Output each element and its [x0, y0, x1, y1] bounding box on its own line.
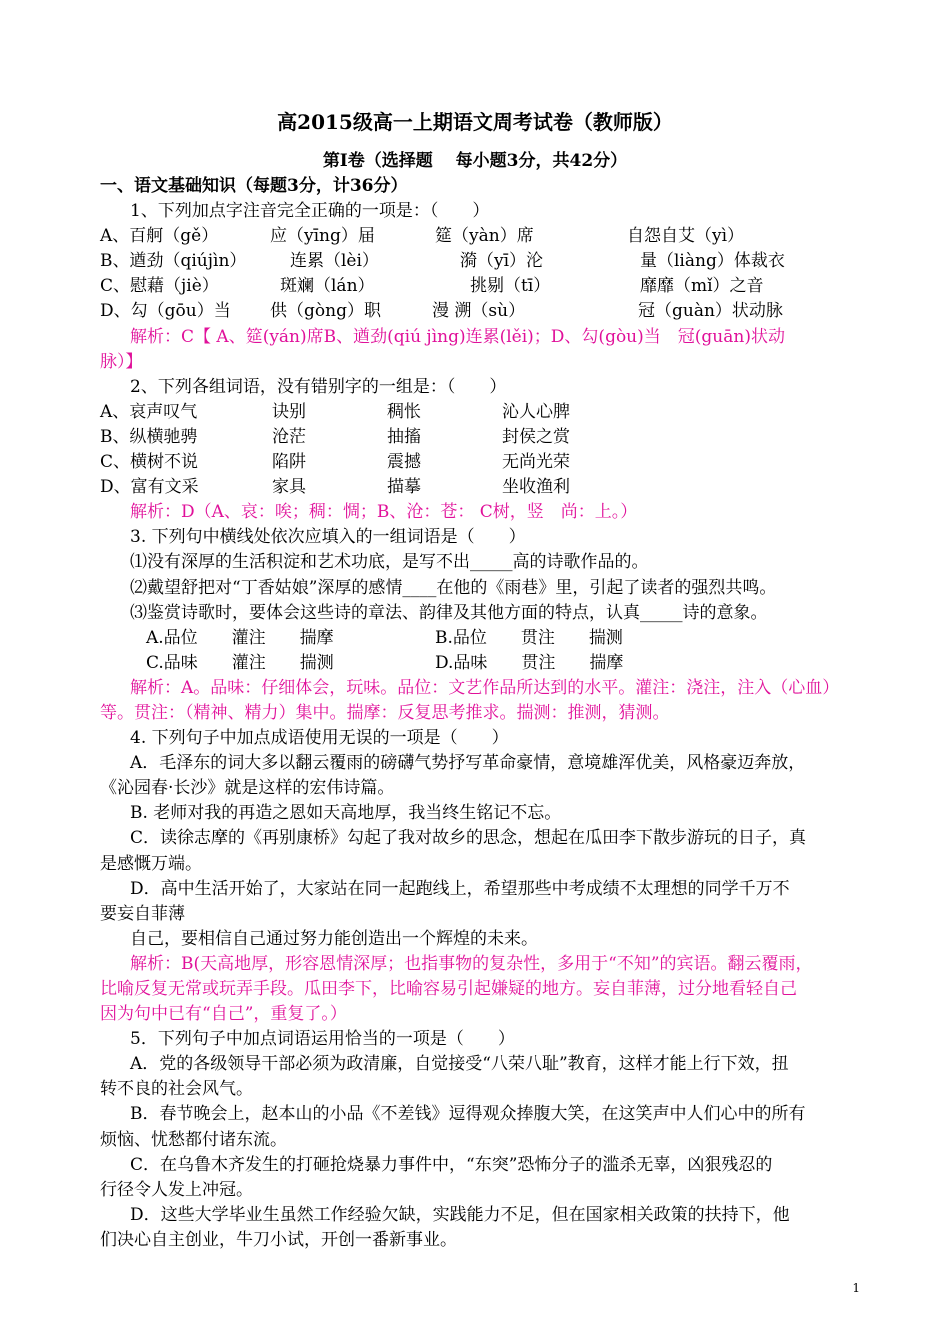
- question-2-option-b: [100, 425, 870, 450]
- question-4-option-c: C．读徐志摩的《再别康桥》勾起了我对故乡的思念，想起在瓜田李下散步游玩的日子，真: [130, 828, 807, 849]
- question-4-answer-cont2: 因为句中已有“自己”，重复了。）: [100, 1004, 347, 1025]
- question-3-sentence-2: ⑵戴望舒把对“丁香姑娘”深厚的感情____在他的《雨巷》里，引起了读者的强烈共鸣。: [130, 577, 777, 598]
- option-cell: B、遒劲（qiújìn）: [100, 251, 247, 272]
- option-cell: 坐收渔利: [502, 477, 570, 498]
- question-4-option-c-cont: 是感慨万端。: [100, 853, 202, 874]
- question-4-answer-cont: 比喻反复无常或玩弄手段。瓜田李下，比喻容易引起嫌疑的地方。妄自菲薄，过分地看轻自己: [100, 979, 797, 999]
- page-title: 高2015级高一上期语文周考试卷（教师版）: [277, 110, 673, 134]
- question-2-answer: 解析：D（A、哀：唉；稠：惆；B、沧：苍： C树，竖 尚：上。）: [130, 502, 638, 523]
- option-cell: 陷阱: [272, 452, 306, 473]
- question-4-option-d-cont: 要妄自菲薄: [100, 903, 185, 924]
- option-cell: 挑剔（tī）: [470, 276, 551, 297]
- option-cell: A、哀声叹气: [100, 401, 198, 422]
- option-cell: C、慰藉（jiè）: [100, 276, 219, 297]
- option-cell: 沁人心脾: [502, 401, 570, 422]
- question-5-option-c: C．在乌鲁木齐发生的打砸抢烧暴力事件中，“东突”恐怖分子的滥杀无辜，凶狠残忍的: [130, 1154, 773, 1175]
- question-1-option-c: [100, 274, 870, 299]
- option-cell: 筵（yàn）席: [435, 226, 534, 247]
- question-5-option-b-cont: 烦恼、忧愁都付诸东流。: [100, 1129, 287, 1150]
- question-5-option-a-cont: 转不良的社会风气。: [100, 1079, 253, 1100]
- option-cell: 自怨自艾（yì）: [627, 226, 745, 247]
- exam-content: [100, 174, 870, 1253]
- option-cell: 应（yīng）届: [270, 226, 375, 247]
- option-cell: A、百舸（gě）: [100, 226, 219, 247]
- question-5-stem: 5．下列句子中加点词语运用恰当的一项是（ ）: [130, 1029, 515, 1050]
- question-4-option-b: B. 老师对我的再造之恩如天高地厚，我当终生铭记不忘。: [130, 803, 562, 824]
- question-3-options-ab: [100, 626, 870, 651]
- option-cell: C.品味 灌注 揣测: [146, 652, 334, 673]
- option-cell: 震撼: [387, 452, 421, 473]
- question-3-sentence-3: ⑶鉴赏诗歌时，要体会这些诗的章法、韵律及其他方面的特点，认真_____诗的意象。: [130, 602, 768, 623]
- option-cell: 诀别: [272, 401, 306, 422]
- question-3-answer: 解析：A。品味：仔细体会，玩味。品位：文艺作品所达到的水平。灌注：浇注，注入（心血）: [130, 677, 840, 698]
- question-1-answer: 解析：C【 A、筵(yán)席B、遒劲(qiú jìng)连累(lěi)；D、勾(gòu)当 冠(guān)状动: [130, 326, 785, 347]
- question-3-sentence-1: ⑴没有深厚的生活积淀和艺术功底，是写不出_____高的诗歌作品的。: [130, 552, 649, 573]
- question-5-option-a: A．党的各级领导干部必须为政清廉，自觉接受“八荣八耻”教育，这样才能上行下效，扭: [130, 1054, 789, 1075]
- option-cell: A.品位 灌注 揣摩: [146, 627, 334, 648]
- question-4-option-d: D．高中生活开始了，大家站在同一起跑线上，希望那些中考成绩不太理想的同学千万不: [130, 878, 790, 899]
- option-cell: D、富有文采: [100, 477, 199, 498]
- page-subtitle: 第Ⅰ卷（选择题 每小题3分，共42分）: [322, 151, 628, 171]
- question-3-options-cd: [100, 651, 870, 676]
- question-3-answer-cont: 等。贯注：（精神、精力）集中。揣摩：反复思考推求。揣测：推测，猜测。: [100, 702, 670, 723]
- page-number: 1: [852, 1281, 860, 1295]
- option-cell: 连累（lèi）: [290, 251, 379, 272]
- question-3-stem: 3. 下列句中横线处依次应填入的一组词语是（ ）: [130, 527, 526, 548]
- question-5-option-b: B．春节晚会上，赵本山的小品《不差钱》逗得观众捧腹大笑，在这笑声中人们心中的所有: [130, 1104, 806, 1125]
- option-cell: 沧茫: [272, 426, 306, 447]
- option-cell: B.品位 贯注 揣测: [435, 627, 623, 648]
- question-4-option-a-cont: 《沁园春·长沙》就是这样的宏伟诗篇。: [100, 778, 395, 799]
- option-cell: 漫 溯（sù）: [432, 301, 526, 322]
- question-2-option-c: [100, 450, 870, 475]
- question-1-answer-cont: 脉）】: [100, 351, 143, 372]
- option-cell: D、勾（gōu）当: [100, 301, 231, 322]
- option-cell: 封侯之赏: [502, 426, 570, 447]
- question-2-option-a: [100, 400, 870, 425]
- option-cell: 家具: [272, 477, 306, 498]
- option-cell: 漪（yī）沦: [460, 251, 544, 272]
- option-cell: 供（gòng）职: [270, 301, 381, 322]
- option-cell: D.品味 贯注 揣摩: [435, 652, 624, 673]
- option-cell: 稠怅: [387, 401, 421, 422]
- option-cell: 抽搐: [387, 426, 421, 447]
- question-4-option-a: A．毛泽东的词大多以翻云覆雨的磅礴气势抒写革命豪情，意境雄浑优美，风格豪迈奔放，: [130, 753, 806, 774]
- option-cell: 描摹: [387, 477, 421, 498]
- section-heading: 一、语文基础知识（每题3分，计36分）: [100, 176, 408, 196]
- option-cell: 量（liàng）体裁衣: [640, 251, 785, 272]
- question-2-stem: 2、下列各组词语，没有错别字的一组是：（ ）: [130, 376, 507, 397]
- question-4-stem: 4. 下列句子中加点成语使用无误的一项是（ ）: [130, 728, 509, 749]
- question-4-answer: 解析：B(天高地厚，形容恩情深厚；也指事物的复杂性，多用于“不知”的宾语。翻云覆雨，: [130, 953, 813, 974]
- option-cell: B、纵横驰骋: [100, 426, 198, 447]
- option-cell: 靡靡（mǐ）之音: [640, 276, 764, 297]
- question-1-option-d: [100, 299, 870, 324]
- question-4-option-d-cont2: 自己，要相信自己通过努力能创造出一个辉煌的未来。: [130, 928, 538, 949]
- question-1-stem: 1、下列加点字注音完全正确的一项是：（ ）: [130, 201, 490, 222]
- option-cell: 无尚光荣: [502, 452, 570, 473]
- question-2-option-d: [100, 475, 870, 500]
- question-5-option-d-cont: 们决心自主创业，牛刀小试，开创一番新事业。: [100, 1229, 457, 1250]
- question-5-option-d: D．这些大学毕业生虽然工作经验欠缺，实践能力不足，但在国家相关政策的扶持下，他: [130, 1204, 790, 1225]
- option-cell: 冠（guàn）状动脉: [638, 301, 783, 322]
- question-1-option-a: [100, 224, 870, 249]
- question-1-option-b: [100, 249, 870, 274]
- option-cell: C、横树不说: [100, 452, 199, 473]
- option-cell: 斑斓（lán）: [280, 276, 375, 297]
- question-5-option-c-cont: 行径令人发上冲冠。: [100, 1179, 253, 1200]
